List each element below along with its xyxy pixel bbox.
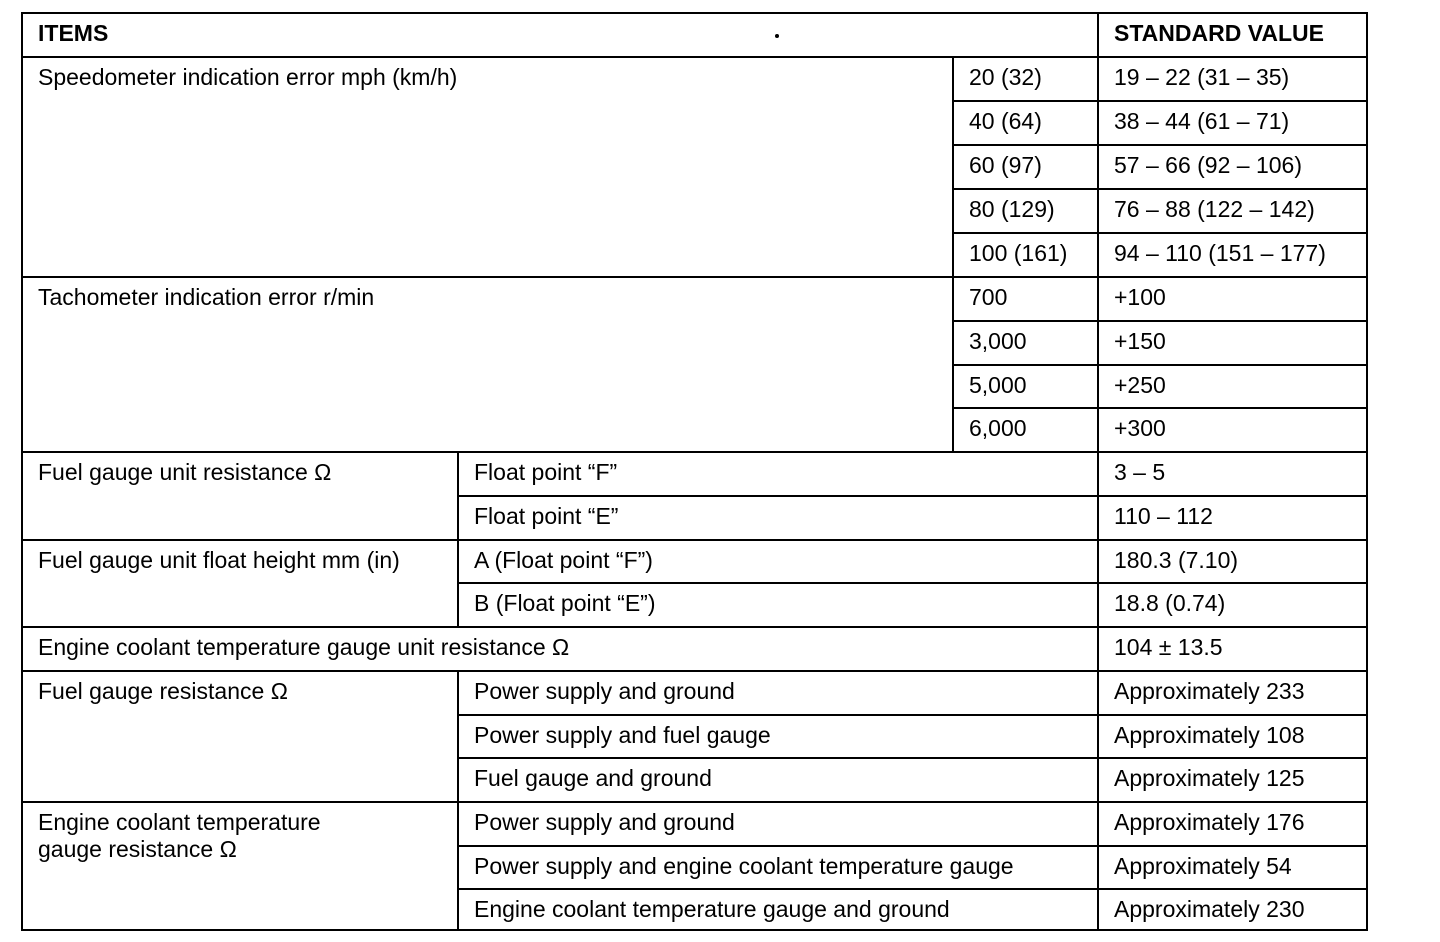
coolant-gauge-resistance-value: Approximately 230 [1114, 896, 1305, 922]
tachometer-value: +300 [1114, 415, 1166, 441]
tachometer-value: +250 [1114, 372, 1166, 398]
speedometer-label: Speedometer indication error mph (km/h) [38, 64, 458, 90]
coolant-gauge-resistance-condition: Power supply and engine coolant temperature gauge [474, 853, 1014, 879]
speedometer-condition: 40 (64) [969, 108, 1042, 134]
coolant-gauge-resistance-label-line1: Engine coolant temperature [38, 809, 321, 835]
fuel-gauge-resistance-label: Fuel gauge resistance Ω [38, 678, 288, 704]
speedometer-condition: 20 (32) [969, 64, 1042, 90]
fuel-gauge-resistance-value: Approximately 125 [1114, 765, 1305, 791]
fuel-unit-resistance-condition: Float point “F” [474, 459, 618, 485]
spec-table [21, 12, 1368, 931]
fuel-gauge-resistance-value: Approximately 108 [1114, 722, 1305, 748]
tachometer-value: +100 [1114, 284, 1166, 310]
fuel-gauge-resistance-condition: Fuel gauge and ground [474, 765, 712, 791]
speedometer-condition: 80 (129) [969, 196, 1055, 222]
fuel-unit-resistance-value: 3 – 5 [1114, 459, 1166, 485]
coolant-gauge-resistance-value: Approximately 176 [1114, 809, 1305, 835]
coolant-unit-resistance-label: Engine coolant temperature gauge unit resistance Ω [38, 634, 570, 660]
fuel-gauge-resistance-condition: Power supply and ground [474, 678, 735, 704]
header-dot-mark [775, 34, 779, 38]
coolant-gauge-resistance-condition: Engine coolant temperature gauge and ground [474, 896, 950, 922]
coolant-gauge-resistance-value: Approximately 54 [1114, 853, 1292, 879]
float-height-condition: A (Float point “F”) [474, 547, 653, 573]
tachometer-value: +150 [1114, 328, 1166, 354]
speedometer-value: 19 – 22 (31 – 35) [1114, 64, 1290, 90]
tachometer-condition: 700 [969, 284, 1008, 310]
speedometer-condition: 60 (97) [969, 152, 1042, 178]
fuel-unit-resistance-value: 110 – 112 [1114, 503, 1213, 529]
coolant-gauge-resistance-label-line2: gauge resistance Ω [38, 836, 237, 862]
speedometer-condition: 100 (161) [969, 240, 1068, 266]
tachometer-condition: 6,000 [969, 415, 1027, 441]
header-items: ITEMS [38, 20, 109, 46]
float-height-value: 180.3 (7.10) [1114, 547, 1239, 573]
tachometer-label: Tachometer indication error r/min [38, 284, 375, 310]
fuel-gauge-resistance-value: Approximately 233 [1114, 678, 1305, 704]
tachometer-condition: 5,000 [969, 372, 1027, 398]
float-height-value: 18.8 (0.74) [1114, 590, 1226, 616]
tachometer-condition: 3,000 [969, 328, 1027, 354]
speedometer-value: 38 – 44 (61 – 71) [1114, 108, 1290, 134]
fuel-gauge-resistance-condition: Power supply and fuel gauge [474, 722, 771, 748]
coolant-gauge-resistance-condition: Power supply and ground [474, 809, 735, 835]
float-height-condition: B (Float point “E”) [474, 590, 656, 616]
fuel-unit-resistance-condition: Float point “E” [474, 503, 619, 529]
float-height-label: Fuel gauge unit float height mm (in) [38, 547, 400, 573]
coolant-unit-resistance-value: 104 ± 13.5 [1114, 634, 1223, 660]
speedometer-value: 57 – 66 (92 – 106) [1114, 152, 1302, 178]
speedometer-value: 94 – 110 (151 – 177) [1114, 240, 1326, 266]
fuel-unit-resistance-label: Fuel gauge unit resistance Ω [38, 459, 332, 485]
speedometer-value: 76 – 88 (122 – 142) [1114, 196, 1315, 222]
header-standard-value: STANDARD VALUE [1114, 20, 1324, 46]
